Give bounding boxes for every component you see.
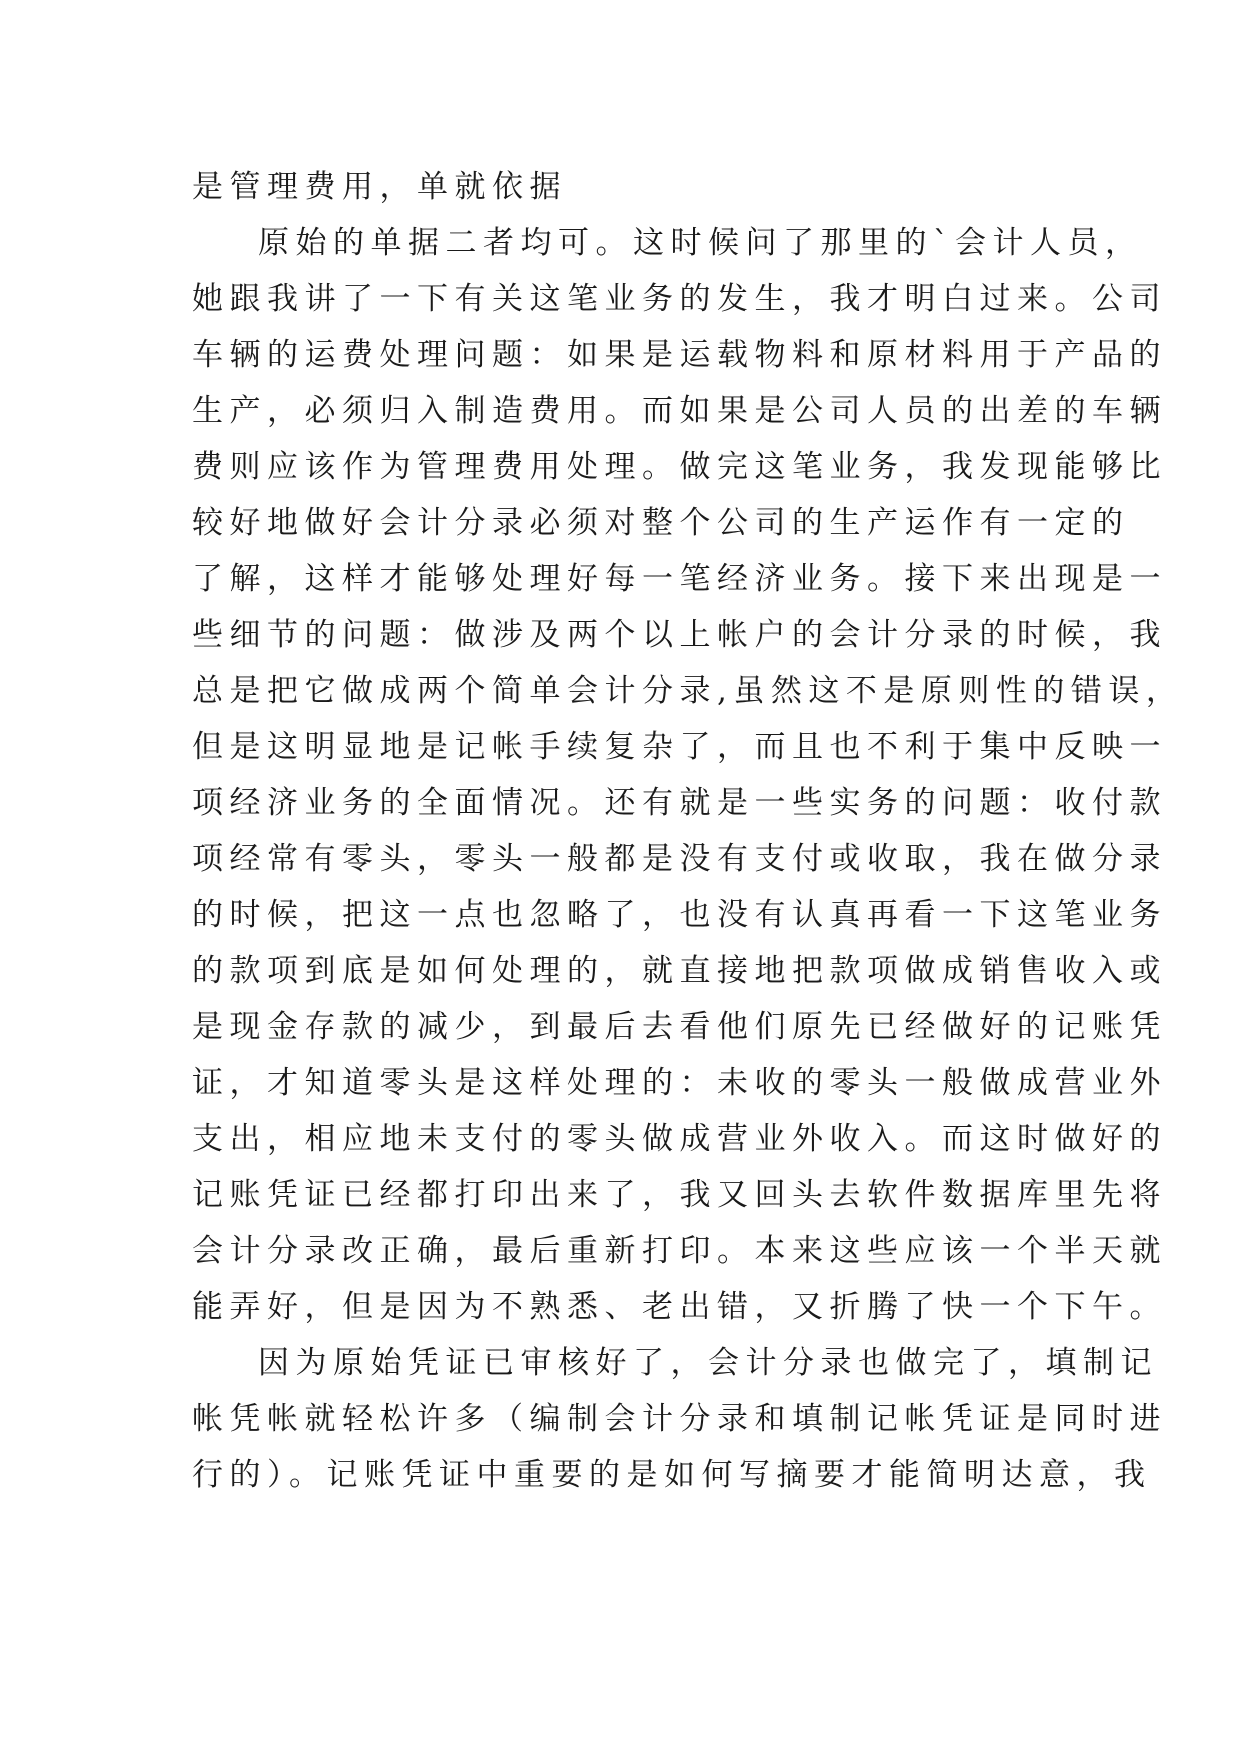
text-line-24: 行的）。记账凭证中重要的是如何写摘要才能简明达意，我 <box>192 1457 1152 1493</box>
text-line-3: 她跟我讲了一下有关这笔业务的发生，我才明白过来。公司 <box>192 281 1167 317</box>
text-line-15: 的款项到底是如何处理的，就直接地把款项做成销售收入或 <box>192 953 1167 989</box>
text-line-11: 但是这明显地是记帐手续复杂了，而且也不利于集中反映一 <box>192 729 1167 765</box>
text-line-8: 了解，这样才能够处理好每一笔经济业务。接下来出现是一 <box>192 561 1167 597</box>
text-line-14: 的时候，把这一点也忽略了，也没有认真再看一下这笔业务 <box>192 897 1167 933</box>
text-line-9: 些细节的问题：做涉及两个以上帐户的会计分录的时候，我 <box>192 617 1167 653</box>
text-line-12: 项经济业务的全面情况。还有就是一些实务的问题：收付款 <box>192 785 1167 821</box>
text-line-13: 项经常有零头，零头一般都是没有支付或收取，我在做分录 <box>192 841 1167 877</box>
text-line-7: 较好地做好会计分录必须对整个公司的生产运作有一定的 <box>192 505 1130 541</box>
text-line-17: 证，才知道零头是这样处理的：未收的零头一般做成营业外 <box>192 1065 1167 1101</box>
text-line-22: 因为原始凭证已审核好了，会计分录也做完了，填制记 <box>258 1345 1158 1381</box>
text-line-1: 是管理费用，单就依据 <box>192 169 567 205</box>
text-line-16: 是现金存款的减少，到最后去看他们原先已经做好的记账凭 <box>192 1009 1167 1045</box>
text-line-6: 费则应该作为管理费用处理。做完这笔业务，我发现能够比 <box>192 449 1167 485</box>
text-line-20: 会计分录改正确，最后重新打印。本来这些应该一个半天就 <box>192 1233 1167 1269</box>
text-line-18: 支出，相应地未支付的零头做成营业外收入。而这时做好的 <box>192 1121 1167 1157</box>
text-line-19: 记账凭证已经都打印出来了，我又回头去软件数据库里先将 <box>192 1177 1167 1213</box>
document-body <box>192 159 1184 1503</box>
text-line-4: 车辆的运费处理问题：如果是运载物料和原材料用于产品的 <box>192 337 1167 373</box>
text-line-23: 帐凭帐就轻松许多（编制会计分录和填制记帐凭证是同时进 <box>192 1401 1167 1437</box>
text-line-10: 总是把它做成两个简单会计分录,虽然这不是原则性的错误， <box>192 673 1184 709</box>
text-line-21: 能弄好，但是因为不熟悉、老出错，又折腾了快一个下午。 <box>192 1289 1167 1325</box>
text-line-5: 生产，必须归入制造费用。而如果是公司人员的出差的车辆 <box>192 393 1167 429</box>
text-line-2: 原始的单据二者均可。这时候问了那里的`会计人员， <box>258 225 1143 261</box>
